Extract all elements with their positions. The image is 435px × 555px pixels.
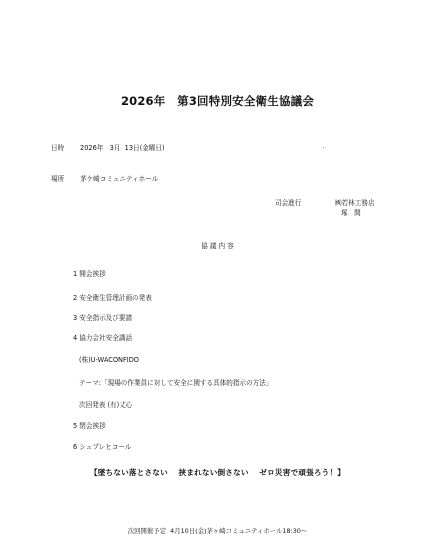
venue-value: 茅ケ崎コミュニティホール	[80, 175, 159, 183]
date-label: 日時	[51, 144, 65, 152]
agenda-heading: 協 議 内 容	[201, 242, 234, 250]
document-title: 2026年 第3回特別安全衛生協議会	[120, 94, 315, 108]
agenda-item-plan: 2 安全衛生管理計画の発表	[73, 294, 152, 302]
agenda-item-partner-talk: 4 協力会社安全講話	[73, 334, 133, 342]
agenda-theme: テーマ:「現場の作業員に対して安全に関する具体的指示の方法」	[79, 379, 273, 387]
agenda-item-closing: 5 閉会挨拶	[73, 422, 106, 430]
safety-motto: 【墜ちない落とさない 挟まれない倒さない ゼロ災害で頑張ろう！】	[89, 468, 346, 477]
stray-dot	[323, 147, 324, 148]
date-value: 2026年 3月 13日(金曜日)	[80, 144, 165, 152]
next-meeting: 次回開催予定 4月10日(金)茅ヶ崎コミュニティホール18:30～	[127, 527, 308, 535]
agenda-item-chant: 6 シュプレヒコール	[73, 443, 132, 451]
agenda-item-opening: 1 開会挨拶	[73, 270, 106, 278]
moderator-name: 塚 間	[341, 209, 361, 217]
agenda-item-instructions: 3 安全指示及び要請	[73, 314, 133, 322]
agenda-next-presenter: 次回発表 (有)丈心	[79, 401, 133, 409]
agenda-speaker: (株)U-WACONFIDO	[79, 356, 139, 364]
venue-label: 場所	[51, 175, 65, 183]
moderator-company: ㈱若林工務店	[335, 199, 375, 207]
moderator-label: 司会進行	[275, 199, 302, 207]
